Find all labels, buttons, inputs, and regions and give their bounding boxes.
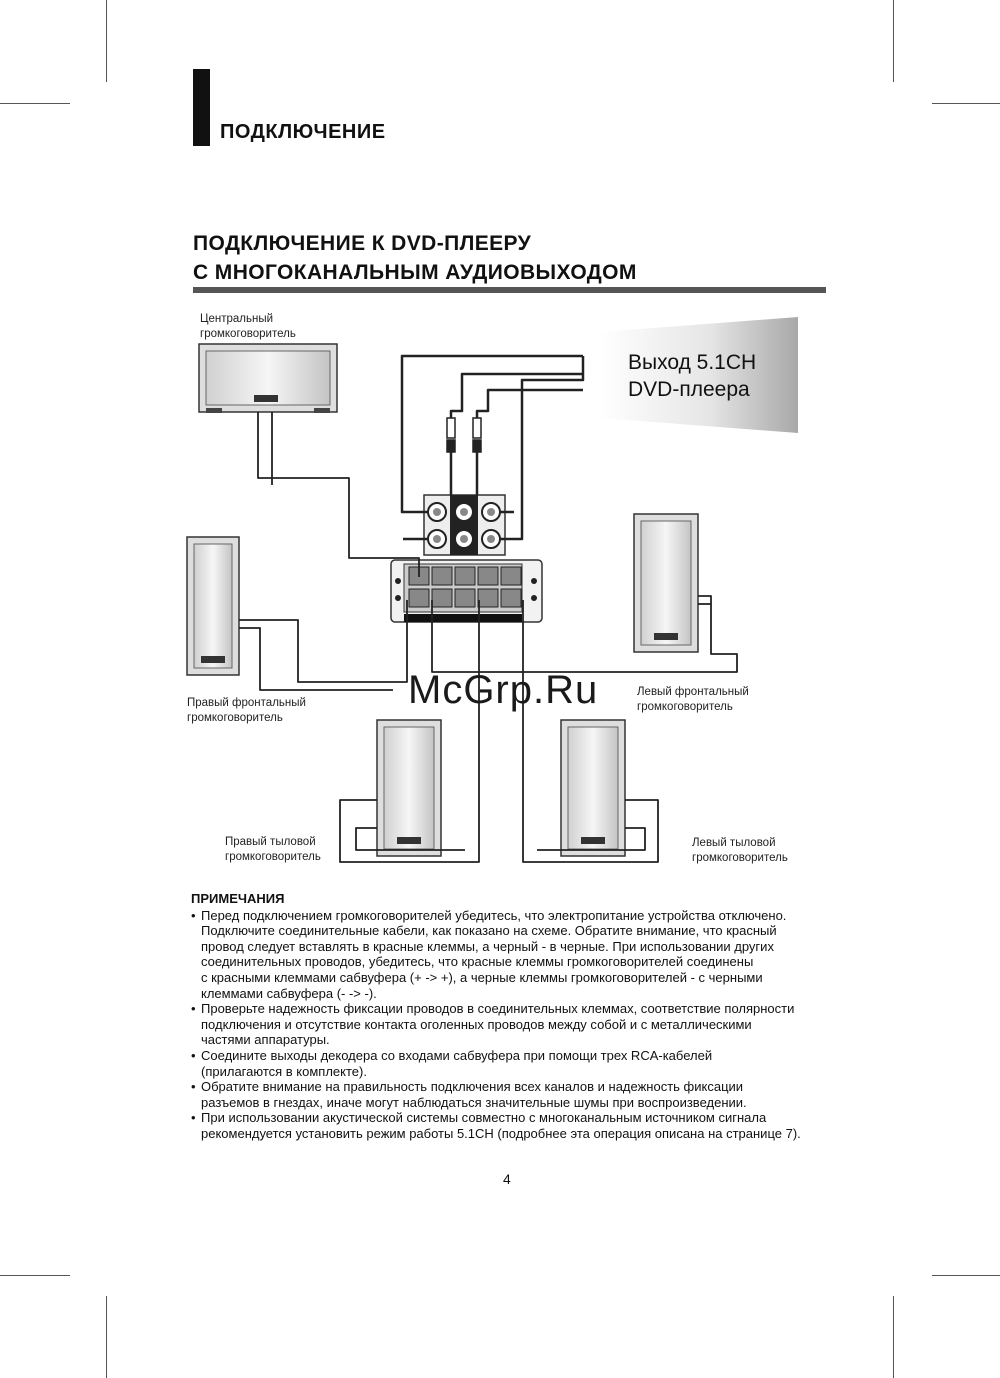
front-right-speaker-label xyxy=(187,696,306,726)
rear-left-speaker-label xyxy=(692,836,788,866)
note-text: При использовании акустической системы совместно с многоканальным источником сигнала рекомендуется установить режим работы 5.1CH (подробнее эта операция описана на странице 7). xyxy=(201,1110,801,1141)
notes-section xyxy=(191,891,841,1142)
label-line: Правый тыловой xyxy=(225,836,316,848)
rear-right-speaker xyxy=(377,720,441,856)
rca-input-panel xyxy=(424,495,505,555)
brand-logo xyxy=(397,837,421,844)
note-text: Перед подключением громкоговорителей убедитесь, что электропитание устройства отключено. Подключите соединительные кабели, как показано на схеме. Обратите внимание, что красный провод следует вставлять в красные клеммы, а черный - в черные. При использовании других соединительных проводов, убедитесь, что красные клеммы громкоговорителей соединены с красными клеммами сабвуфера (+ -> +), а черные клеммы громкоговорителей - с черными клеммами сабвуфера (- -> -). xyxy=(201,907,787,1001)
rear-left-speaker xyxy=(561,720,625,856)
center-speaker xyxy=(199,344,337,413)
dvd-output-line1: Выход 5.1CH xyxy=(628,351,757,374)
bullet-icon: • xyxy=(191,1110,196,1126)
watermark: McGrp.Ru xyxy=(408,668,599,712)
label-line: громкоговоритель xyxy=(200,328,296,340)
label-line: громкоговоритель xyxy=(187,712,283,724)
notes-heading: ПРИМЕЧАНИЯ xyxy=(191,891,285,906)
page-title-line2: С МНОГОКАНАЛЬНЫМ АУДИОВЫХОДОМ xyxy=(193,261,637,284)
note-item xyxy=(191,1048,841,1079)
note-text: Обратите внимание на правильность подключения всех каналов и надежность фиксации разъемов в гнездах, иначе могут наблюдаться значительные шумы при воспроизведении. xyxy=(201,1079,747,1110)
brand-logo xyxy=(201,656,225,663)
rear-right-speaker-label xyxy=(225,835,321,865)
note-item xyxy=(191,908,841,1002)
front-left-speaker xyxy=(634,514,698,652)
bullet-icon: • xyxy=(191,907,196,923)
label-line: Центральный xyxy=(200,313,274,325)
label-line: Левый фронтальный xyxy=(637,686,749,698)
note-item xyxy=(191,1110,841,1141)
rca-plugs xyxy=(447,418,481,452)
label-line: громкоговоритель xyxy=(637,701,733,713)
note-item xyxy=(191,1001,841,1048)
front-right-speaker xyxy=(187,537,239,675)
note-text: Проверьте надежность фиксации проводов в соединительных клеммах, соответствие полярности подключения и отсутствие контакта оголенных проводов между собой и с металлическими частями аппаратуры. xyxy=(201,1001,795,1048)
note-item xyxy=(191,1079,841,1110)
brand-logo xyxy=(654,633,678,640)
brand-logo xyxy=(581,837,605,844)
brand-logo xyxy=(254,395,278,402)
dvd-output-line2: DVD-плеера xyxy=(628,378,750,401)
dvd-output-label xyxy=(628,349,756,403)
label-line: Правый фронтальный xyxy=(187,697,306,709)
page-title-line1: ПОДКЛЮЧЕНИЕ К DVD-ПЛЕЕРУ xyxy=(193,232,532,255)
speaker-terminal-panel xyxy=(391,560,542,622)
page-number: 4 xyxy=(503,1171,511,1187)
center-speaker-label xyxy=(200,312,296,342)
note-text: Соедините выходы декодера со входами сабвуфера при помощи трех RCA-кабелей (прилагаются в комплекте). xyxy=(201,1047,713,1079)
bullet-icon: • xyxy=(191,1047,196,1063)
section-title: ПОДКЛЮЧЕНИЕ xyxy=(220,121,386,143)
label-line: Левый тыловой xyxy=(692,837,776,849)
bullet-icon: • xyxy=(191,1001,196,1017)
label-line: громкоговоритель xyxy=(225,851,321,863)
label-line: громкоговоритель xyxy=(692,852,788,864)
front-left-speaker-label xyxy=(637,685,749,715)
bullet-icon: • xyxy=(191,1079,196,1095)
